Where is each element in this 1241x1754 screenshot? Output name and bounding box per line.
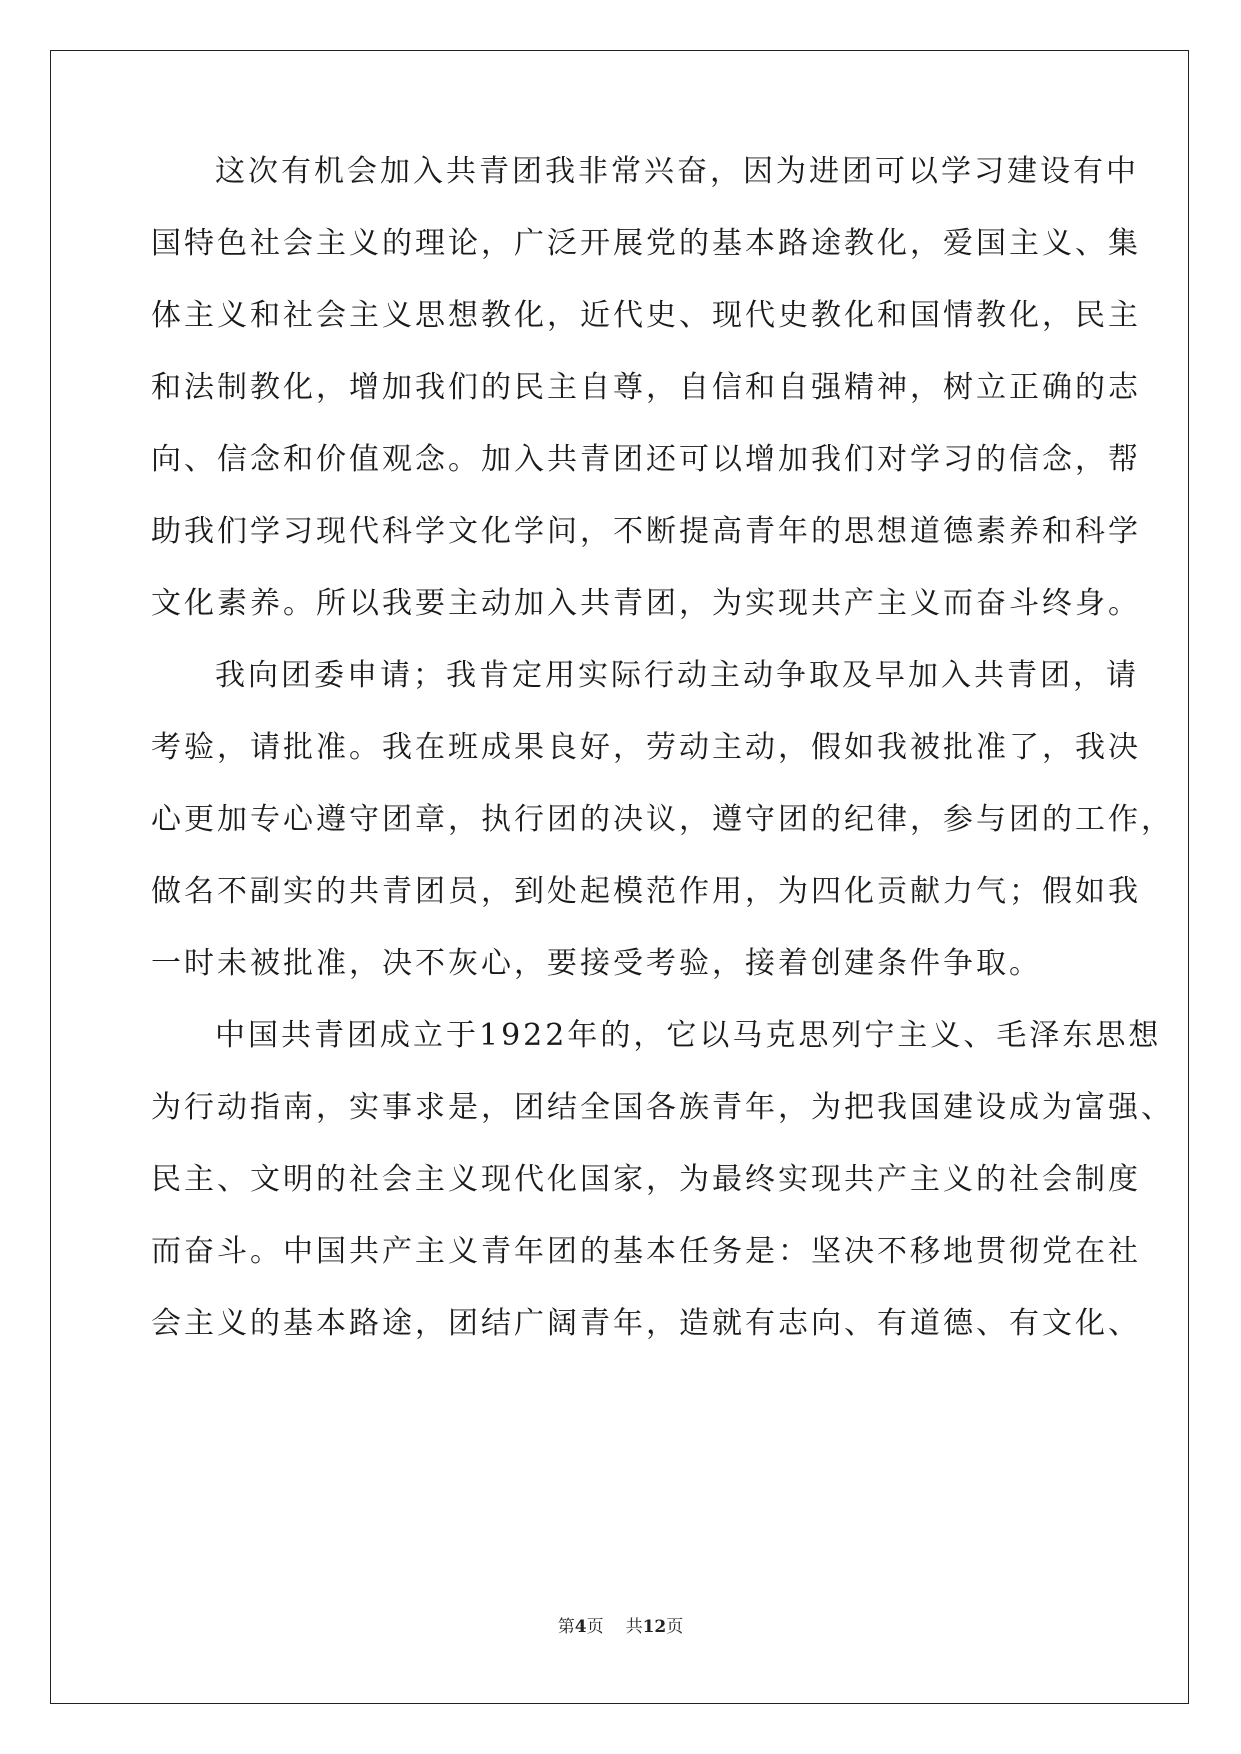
paragraph-3-line-2: 为行动指南，实事求是，团结全国各族青年，为把我国建设成为富强、 (151, 1090, 1174, 1125)
total-pages-number: 12 (642, 1617, 667, 1637)
page-footer (0, 1612, 1241, 1637)
paragraph-2-line-4: 做名不副实的共青团员，到处起模范作用，为四化贡献力气；假如我 (151, 874, 1141, 909)
paragraph-1-line-5: 向、信念和价值观念。加入共青团还可以增加我们对学习的信念，帮 (151, 442, 1141, 477)
paragraph-1-line-2: 国特色社会主义的理论，广泛开展党的基本路途教化，爱国主义、集 (151, 226, 1141, 261)
page-prefix: 第 (557, 1617, 575, 1637)
total-prefix: 共 (625, 1617, 643, 1637)
current-page-number: 4 (574, 1617, 587, 1637)
paragraph-2-line-3: 心更加专心遵守团章，执行团的决议，遵守团的纪律，参与团的工作， (151, 802, 1174, 837)
paragraph-1-line-7: 文化素养。所以我要主动加入共青团，为实现共产主义而奋斗终身。 (151, 586, 1141, 621)
paragraph-2-line-5: 一时未被批准，决不灰心，要接受考验，接着创建条件争取。 (151, 946, 1042, 981)
paragraph-3-line-4: 而奋斗。中国共产主义青年团的基本任务是：坚决不移地贯彻党在社 (151, 1234, 1141, 1269)
paragraph-2-line-1: 我向团委申请；我肯定用实际行动主动争取及早加入共青团，请 (215, 658, 1139, 693)
page-suffix: 页 (586, 1617, 604, 1637)
paragraph-3-line-3: 民主、文明的社会主义现代化国家，为最终实现共产主义的社会制度 (151, 1162, 1141, 1197)
paragraph-1-line-4: 和法制教化，增加我们的民主自尊，自信和自强精神，树立正确的志 (151, 370, 1141, 405)
paragraph-2-line-2: 考验，请批准。我在班成果良好，劳动主动，假如我被批准了，我决 (151, 730, 1141, 765)
paragraph-1-line-3: 体主义和社会主义思想教化，近代史、现代史教化和国情教化，民主 (151, 298, 1141, 333)
total-suffix: 页 (666, 1617, 684, 1637)
paragraph-3-line-1: 中国共青团成立于1922年的，它以马克思列宁主义、毛泽东思想 (215, 1018, 1162, 1053)
paragraph-1-line-6: 助我们学习现代科学文化学问，不断提高青年的思想道德素养和科学 (151, 514, 1141, 549)
paragraph-1-line-1: 这次有机会加入共青团我非常兴奋，因为进团可以学习建设有中 (215, 154, 1139, 189)
paragraph-3-line-5: 会主义的基本路途，团结广阔青年，造就有志向、有道德、有文化、 (151, 1306, 1141, 1341)
